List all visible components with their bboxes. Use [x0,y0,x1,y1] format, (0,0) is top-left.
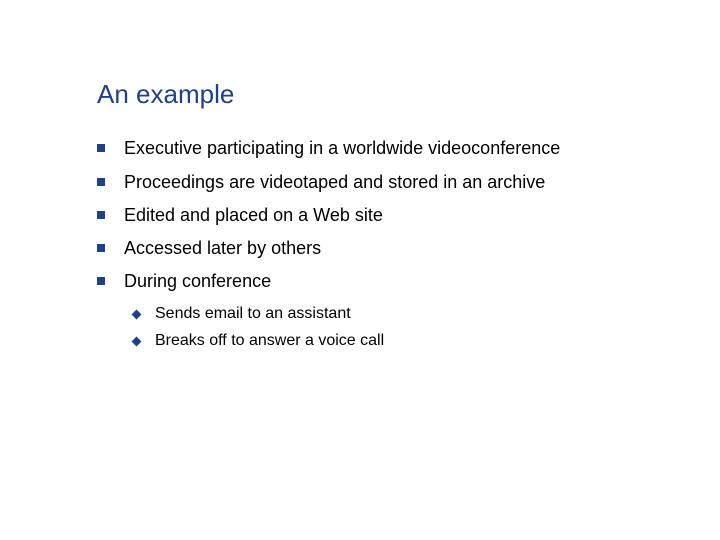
bullet-item-4 [97,236,321,260]
sub-bullet-item-1 [133,303,351,325]
square-bullet-icon [97,144,105,152]
bullet-text: Proceedings are videotaped and stored in an archive [124,172,546,192]
sub-bullet-text: Sends email to an assistant [155,305,351,322]
sub-bullet-item-2 [133,330,384,352]
bullet-item-1 [97,136,560,160]
diamond-bullet-icon [132,309,142,319]
bullet-item-2 [97,170,545,194]
bullet-text: Edited and placed on a Web site [124,205,383,225]
square-bullet-icon [97,277,105,285]
square-bullet-icon [97,244,105,252]
bullet-text: Accessed later by others [124,238,322,258]
sub-bullet-text: Breaks off to answer a voice call [155,332,385,349]
square-bullet-icon [97,211,105,219]
bullet-text: Executive participating in a worldwide videoconference [124,138,561,158]
bullet-item-3 [97,203,383,227]
slide-title: An example [97,79,235,109]
square-bullet-icon [97,178,105,186]
diamond-bullet-icon [132,336,142,346]
bullet-text: During conference [124,271,272,291]
bullet-item-5 [97,269,271,293]
